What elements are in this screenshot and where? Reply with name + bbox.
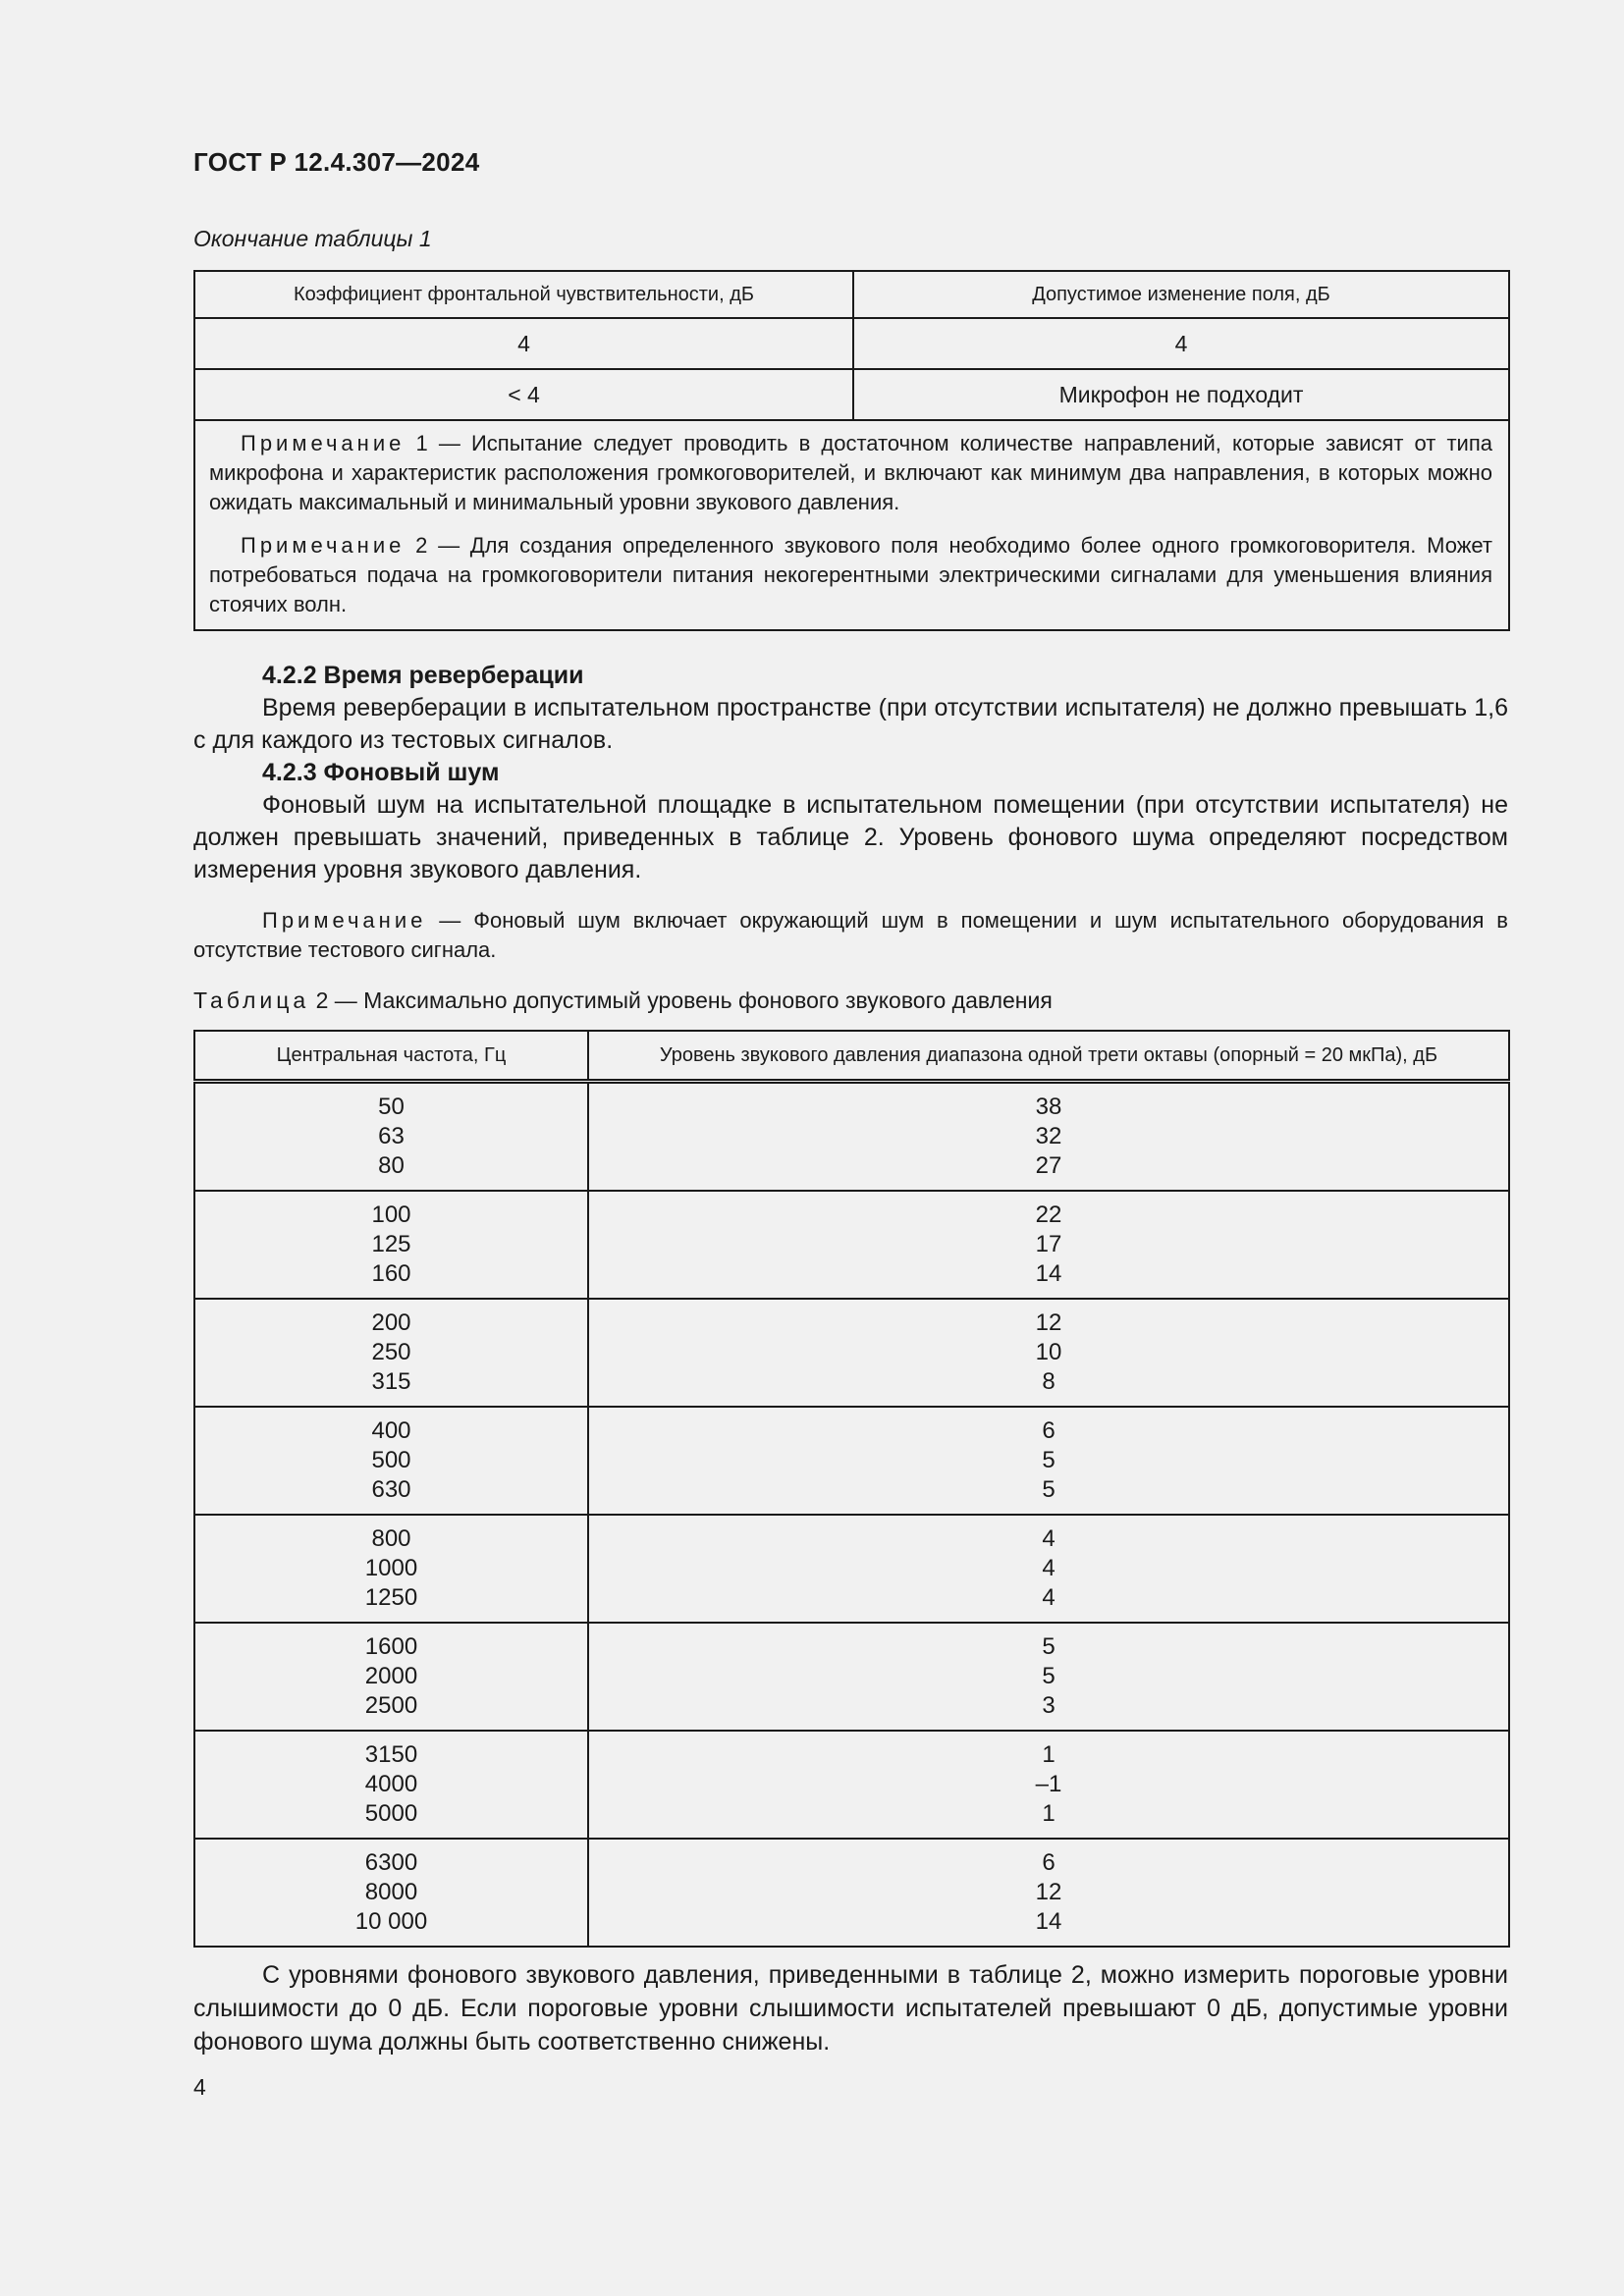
freq-value: 80 bbox=[378, 1152, 405, 1179]
level-value: 1 bbox=[1042, 1800, 1056, 1827]
level-value: –1 bbox=[1035, 1771, 1062, 1797]
frequency-cell bbox=[194, 1407, 588, 1515]
table2-caption bbox=[193, 988, 1053, 1014]
frequency-cell bbox=[194, 1515, 588, 1623]
level-value: 5 bbox=[1042, 1663, 1056, 1689]
freq-value: 5000 bbox=[364, 1800, 418, 1827]
table-cell: 4 bbox=[853, 318, 1509, 369]
closing-paragraph bbox=[193, 1958, 1508, 2058]
level-value: 4 bbox=[1042, 1525, 1056, 1552]
table1-notes-cell bbox=[194, 420, 1509, 630]
level-value: 27 bbox=[1035, 1152, 1062, 1179]
section-text: Время реверберации в испытательном пространстве (при отсутствии испытателя) не должно превышать 1,6 с для каждого из тестовых сигналов. bbox=[193, 694, 1508, 754]
level-value: 14 bbox=[1035, 1260, 1062, 1287]
table-row bbox=[194, 1731, 1509, 1839]
freq-value: 2000 bbox=[364, 1663, 418, 1689]
note-number: 2 bbox=[415, 533, 428, 558]
level-value: 6 bbox=[1042, 1417, 1056, 1444]
note-text: — Для создания определенного звукового поля необходимо более одного громкоговорителя. Может потребоваться подача на громкоговорители питания некогерентными электрическими сигналами для уменьшения влияния стоячих волн. bbox=[209, 533, 1492, 616]
table-cell: < 4 bbox=[194, 369, 853, 420]
level-value: 32 bbox=[1035, 1123, 1062, 1149]
table-row bbox=[194, 1299, 1509, 1407]
freq-value: 500 bbox=[371, 1447, 411, 1473]
table1-header-cell: Коэффициент фронтальной чувствительности, дБ bbox=[194, 271, 853, 318]
table1-note-2 bbox=[209, 531, 1492, 619]
freq-value: 3150 bbox=[364, 1741, 418, 1768]
freq-value: 8000 bbox=[364, 1879, 418, 1905]
level-value: 5 bbox=[1042, 1476, 1056, 1503]
level-cell bbox=[588, 1082, 1509, 1192]
level-value: 22 bbox=[1035, 1201, 1062, 1228]
level-value: 8 bbox=[1042, 1368, 1056, 1395]
level-value: 12 bbox=[1035, 1309, 1062, 1336]
freq-value: 160 bbox=[371, 1260, 411, 1287]
level-value: 4 bbox=[1042, 1584, 1056, 1611]
document-header: ГОСТ Р 12.4.307—2024 bbox=[193, 147, 480, 177]
table2-header-row bbox=[194, 1031, 1509, 1082]
level-cell bbox=[588, 1731, 1509, 1839]
freq-value: 10 000 bbox=[354, 1908, 428, 1935]
freq-value: 63 bbox=[378, 1123, 405, 1149]
level-cell bbox=[588, 1515, 1509, 1623]
level-value: 5 bbox=[1042, 1633, 1056, 1660]
freq-value: 1250 bbox=[364, 1584, 418, 1611]
level-value: 10 bbox=[1035, 1339, 1062, 1365]
section-heading: 4.2.2 Время реверберации bbox=[262, 662, 584, 689]
frequency-cell bbox=[194, 1731, 588, 1839]
table-caption-label: Таблица bbox=[193, 988, 310, 1013]
freq-value: 800 bbox=[371, 1525, 411, 1552]
table1-header-row bbox=[194, 271, 1509, 318]
section-text: Фоновый шум на испытательной площадке в испытательном помещении (при отсутствии испытателя) не должен превышать значений, приведенных в таблице 2. Уровень фонового шума определяют посредством измерения уровня звукового давления. bbox=[193, 791, 1508, 883]
freq-value: 2500 bbox=[364, 1692, 418, 1719]
note-label: Примечание bbox=[241, 431, 406, 455]
table-row bbox=[194, 1191, 1509, 1299]
freq-value: 315 bbox=[371, 1368, 411, 1395]
note-text: — Фоновый шум включает окружающий шум в помещении и шум испытательного оборудования в отсутствие тестового сигнала. bbox=[193, 908, 1508, 962]
freq-value: 100 bbox=[371, 1201, 411, 1228]
level-cell bbox=[588, 1407, 1509, 1515]
note-number: 1 bbox=[415, 431, 428, 455]
level-value: 1 bbox=[1042, 1741, 1056, 1768]
level-cell bbox=[588, 1299, 1509, 1407]
background-noise-note bbox=[193, 906, 1508, 965]
level-cell bbox=[588, 1191, 1509, 1299]
level-value: 3 bbox=[1042, 1692, 1056, 1719]
freq-value: 6300 bbox=[364, 1849, 418, 1876]
level-value: 12 bbox=[1035, 1879, 1062, 1905]
table2-header-cell: Центральная частота, Гц bbox=[194, 1031, 588, 1082]
table1-continuation-caption: Окончание таблицы 1 bbox=[193, 226, 432, 251]
freq-value: 1000 bbox=[364, 1555, 418, 1581]
freq-value: 400 bbox=[371, 1417, 411, 1444]
table-row bbox=[194, 1623, 1509, 1731]
table-caption-number: 2 bbox=[315, 988, 329, 1013]
level-cell bbox=[588, 1623, 1509, 1731]
level-cell bbox=[588, 1839, 1509, 1947]
level-value: 17 bbox=[1035, 1231, 1062, 1257]
table-row bbox=[194, 1082, 1509, 1192]
note-label: Примечание bbox=[241, 533, 406, 558]
table1-notes-row bbox=[194, 420, 1509, 630]
note-text: — Испытание следует проводить в достаточном количестве направлений, которые зависят от типа микрофона и характеристик расположения громкоговорителей, и включают как минимум два направления, в которых можно ожидать максимальный и минимальный уровни звукового давления. bbox=[209, 431, 1492, 514]
freq-value: 50 bbox=[378, 1094, 405, 1120]
freq-value: 630 bbox=[371, 1476, 411, 1503]
level-value: 4 bbox=[1042, 1555, 1056, 1581]
table1-header-cell: Допустимое изменение поля, дБ bbox=[853, 271, 1509, 318]
table-row bbox=[194, 1515, 1509, 1623]
note-label: Примечание bbox=[262, 908, 427, 933]
frequency-cell bbox=[194, 1623, 588, 1731]
frequency-cell bbox=[194, 1082, 588, 1192]
table-cell: Микрофон не подходит bbox=[853, 369, 1509, 420]
frequency-cell bbox=[194, 1299, 588, 1407]
table-row bbox=[194, 1839, 1509, 1947]
closing-text: С уровнями фонового звукового давления, приведенными в таблице 2, можно измерить пороговые уровни слышимости до 0 дБ. Если пороговые уровни слышимости испытателей превышают 0 дБ, допустимые уровни фонового шума должны быть соответственно снижены. bbox=[193, 1961, 1508, 2056]
table-cell: 4 bbox=[194, 318, 853, 369]
table-row bbox=[194, 1407, 1509, 1515]
section-heading: 4.2.3 Фоновый шум bbox=[262, 759, 500, 786]
page-number: 4 bbox=[193, 2074, 206, 2100]
table-row bbox=[194, 318, 1509, 369]
table1-note-1 bbox=[209, 429, 1492, 517]
level-value: 6 bbox=[1042, 1849, 1056, 1876]
freq-value: 250 bbox=[371, 1339, 411, 1365]
frequency-cell bbox=[194, 1191, 588, 1299]
frequency-cell bbox=[194, 1839, 588, 1947]
freq-value: 4000 bbox=[364, 1771, 418, 1797]
section-4-2-3 bbox=[193, 757, 1508, 886]
level-value: 38 bbox=[1035, 1094, 1062, 1120]
freq-value: 200 bbox=[371, 1309, 411, 1336]
table1 bbox=[193, 270, 1510, 631]
table2-header-cell: Уровень звукового давления диапазона одной трети октавы (опорный = 20 мкПа), дБ bbox=[588, 1031, 1509, 1082]
section-4-2-2 bbox=[193, 660, 1508, 757]
table2 bbox=[193, 1030, 1510, 1948]
level-value: 14 bbox=[1035, 1908, 1062, 1935]
table-row bbox=[194, 369, 1509, 420]
level-value: 5 bbox=[1042, 1447, 1056, 1473]
freq-value: 1600 bbox=[364, 1633, 418, 1660]
table-caption-text: — Максимально допустимый уровень фонового звукового давления bbox=[334, 988, 1053, 1013]
freq-value: 125 bbox=[371, 1231, 411, 1257]
